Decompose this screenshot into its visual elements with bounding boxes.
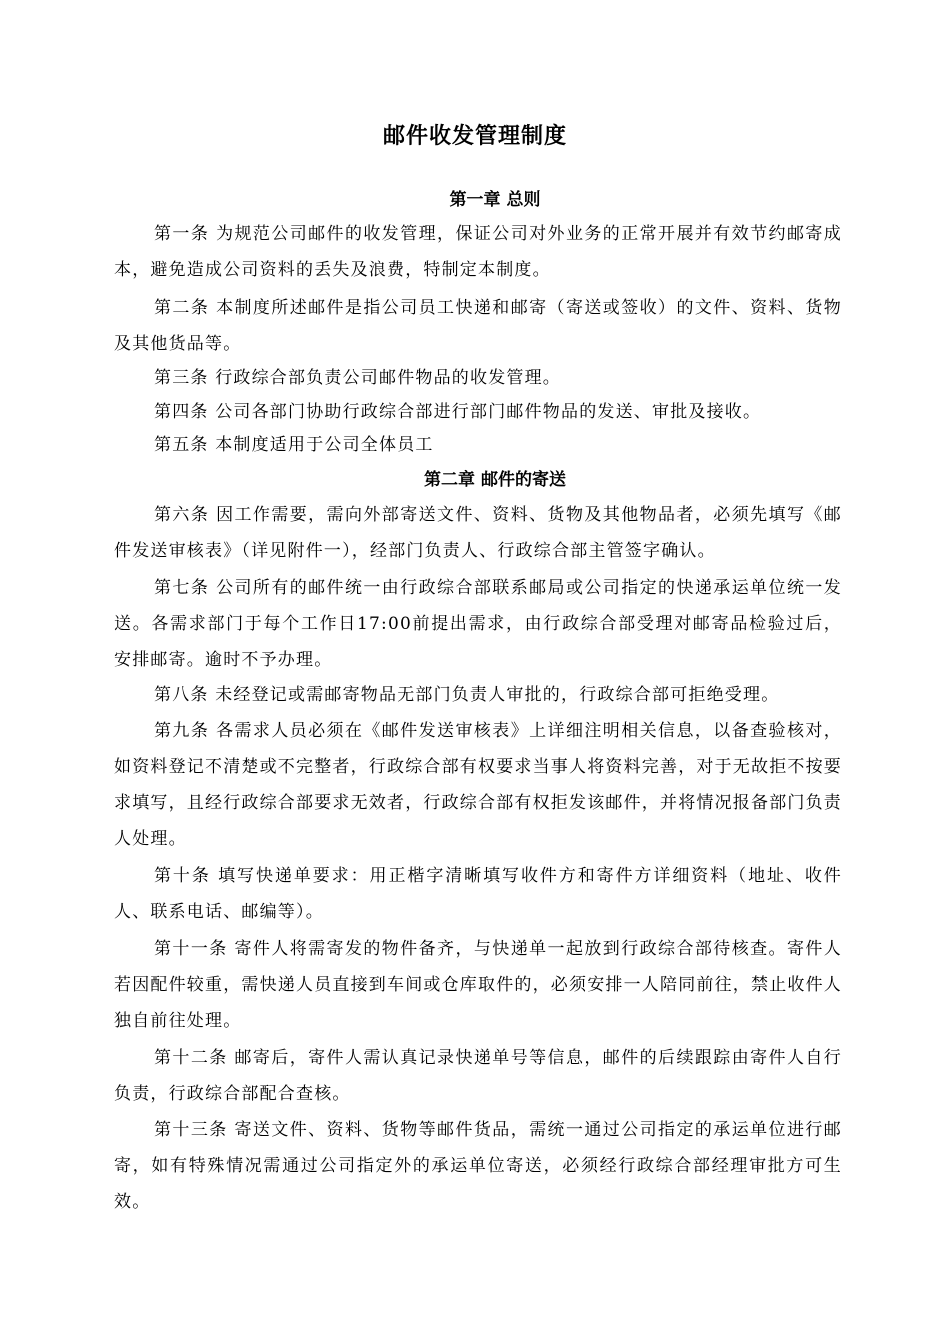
article-9: 第九条 各需求人员必须在《邮件发送审核表》上详细注明相关信息，以备查验核对，如资料登记不清楚或不完整者，行政综合部有权要求当事人将资料完善，对于无故拒不按要求填写，且经行政综合部要求无效者，行政综合部有权拒发该邮件，并将情况报备部门负责人处理。 [114,721,842,849]
article-7: 第七条 公司所有的邮件统一由行政综合部联系邮局或公司指定的快递承运单位统一发送。各需求部门于每个工作日17:00前提出需求，由行政综合部受理对邮寄品检验过后，安排邮寄。逾时不予办理。 [114,578,842,670]
document-title: 邮件收发管理制度 [382,123,567,149]
chapter-1-title: 第一章 总则 [449,190,541,210]
chapter-2-title: 第二章 邮件的寄送 [424,470,566,490]
article-10: 第十条 填写快递单要求：用正楷字清晰填写收件方和寄件方详细资料（地址、收件人、联系电话、邮编等）。 [114,866,842,922]
article-11: 第十一条 寄件人将需寄发的物件备齐，与快递单一起放到行政综合部待核查。寄件人若因配件较重，需快递人员直接到车间或仓库取件的，必须安排一人陪同前往，禁止收件人独自前往处理。 [114,939,842,1031]
article-12: 第十二条 邮寄后，寄件人需认真记录快递单号等信息，邮件的后续跟踪由寄件人自行负责，行政综合部配合查核。 [114,1048,842,1104]
article-1: 第一条 为规范公司邮件的收发管理，保证公司对外业务的正常开展并有效节约邮寄成本，避免造成公司资料的丢失及浪费，特制定本制度。 [114,224,842,280]
article-3: 第三条 行政综合部负责公司邮件物品的收发管理。 [154,368,562,388]
article-2: 第二条 本制度所述邮件是指公司员工快递和邮寄（寄送或签收）的文件、资料、货物及其他货品等。 [114,298,842,354]
article-8: 第八条 未经登记或需邮寄物品无部门负责人审批的，行政综合部可拒绝受理。 [154,685,780,705]
article-6: 第六条 因工作需要，需向外部寄送文件、资料、货物及其他物品者，必须先填写《邮件发送审核表》（详见附件一），经部门负责人、行政综合部主管签字确认。 [114,505,842,561]
article-13: 第十三条 寄送文件、资料、货物等邮件货品，需统一通过公司指定的承运单位进行邮寄，如有特殊情况需通过公司指定外的承运单位寄送，必须经行政综合部经理审批方可生效。 [114,1120,842,1212]
article-4: 第四条 公司各部门协助行政综合部进行部门邮件物品的发送、审批及接收。 [154,402,762,422]
article-5: 第五条 本制度适用于公司全体员工 [154,435,434,455]
